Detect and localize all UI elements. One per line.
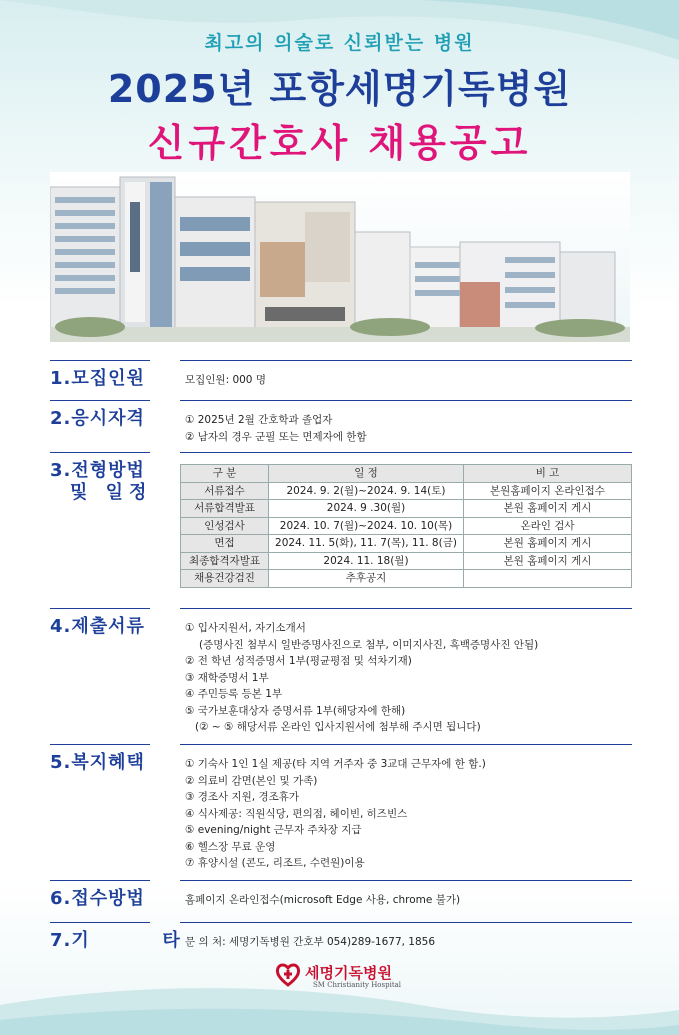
table-cell: 2024. 10. 7(월)~2024. 10. 10(목) <box>269 517 464 535</box>
section-title: 1.모집인원 <box>50 368 145 389</box>
table-cell: 채용건강검진 <box>181 570 269 588</box>
table-row <box>181 570 632 588</box>
section-divider <box>50 744 150 745</box>
section-title: 4.제출서류 <box>50 616 145 637</box>
logo-english-name: SM Christianity Hospital <box>313 981 402 989</box>
list-item: ③ 경조사 지원, 경조휴가 <box>185 791 300 803</box>
documents-list <box>185 620 635 736</box>
section-divider <box>180 880 632 881</box>
section-title: 6.접수방법 <box>50 888 145 909</box>
list-item: ③ 재학증명서 1부 <box>185 671 269 684</box>
poster-title-year-hospital: 2025년 포항세명기독병원 <box>107 67 572 111</box>
table-cell: 서류합격발표 <box>181 500 269 518</box>
list-item: ① 입사지원서, 자기소개서 <box>185 622 306 634</box>
qualification-list <box>185 412 635 445</box>
apply-method-text: 홈페이지 온라인접수(microsoft Edge 사용, chrome 불가) <box>185 894 461 906</box>
schedule-table <box>180 464 632 588</box>
section-title: 2.응시자격 <box>50 408 145 429</box>
section-divider <box>50 400 150 401</box>
list-item: ① 2025년 2월 간호학과 졸업자 <box>185 414 333 426</box>
contact-text: 문 의 처: 세명기독병원 간호부 054)289-1677, 1856 <box>185 936 436 948</box>
table-row <box>181 535 632 553</box>
table-row <box>181 500 632 518</box>
table-cell: 본원 홈페이지 게시 <box>464 552 632 570</box>
section-title-line1: 3.전형방법 <box>50 460 145 481</box>
table-row <box>181 482 632 500</box>
list-item-note: (증명사진 첨부시 일반증명사진으로 첨부, 이미지사진, 흑백증명사진 안됨) <box>199 638 539 651</box>
list-item: ⑤ evening/night 근무자 주차장 지급 <box>185 824 362 836</box>
section-process <box>50 460 632 600</box>
list-item: ⑤ 국가보훈대상자 증명서류 1부(해당자에 한해) <box>185 704 406 717</box>
logo-name: 세명기독병원 <box>305 964 392 982</box>
section-title-line2: 및 일정 <box>70 482 153 503</box>
table-cell: 2024. 11. 18(월) <box>269 552 464 570</box>
section-divider <box>50 922 150 923</box>
table-cell: 본원 홈페이지 게시 <box>464 535 632 553</box>
table-cell: 서류접수 <box>181 482 269 500</box>
schedule-table-wrap <box>180 464 630 588</box>
section-divider <box>180 400 632 401</box>
poster-subtitle: 최고의 의술로 신뢰받는 병원 <box>204 32 475 54</box>
table-cell: 온라인 검사 <box>464 517 632 535</box>
table-cell: 본원홈페이지 온라인접수 <box>464 482 632 500</box>
list-item: ⑥ 헬스장 무료 운영 <box>185 840 276 853</box>
list-item: ④ 식사제공: 직원식당, 편의점, 헤이빈, 히즈빈스 <box>185 807 408 820</box>
section-divider <box>50 880 150 881</box>
section-title <box>50 460 170 504</box>
list-item: ④ 주민등록 등본 1부 <box>185 688 283 700</box>
table-cell: 추후공지 <box>269 570 464 588</box>
list-item: ② 남자의 경우 군필 또는 면제자에 한함 <box>185 430 367 443</box>
table-cell: 인성검사 <box>181 517 269 535</box>
table-cell <box>464 570 632 588</box>
table-cell: 2024. 11. 5(화), 11. 7(목), 11. 8(금) <box>269 535 464 553</box>
table-header-cell: 비 고 <box>464 465 632 483</box>
section-title: 5.복지혜택 <box>50 752 145 773</box>
table-row <box>181 517 632 535</box>
benefits-list <box>185 756 635 872</box>
table-cell: 면접 <box>181 535 269 553</box>
section-divider <box>180 452 632 453</box>
section-divider <box>50 452 150 453</box>
recruit-count-text: 모집인원: 000 명 <box>185 374 266 386</box>
hospital-buildings-photo <box>50 172 630 342</box>
table-cell: 본원 홈페이지 게시 <box>464 500 632 518</box>
poster-title-recruitment: 신규간호사 채용공고 <box>147 121 532 165</box>
section-recruit <box>50 368 632 388</box>
section-divider <box>50 360 150 361</box>
table-row <box>181 552 632 570</box>
list-item: ② 의료비 감면(본인 및 가족) <box>185 774 318 787</box>
section-divider <box>180 360 632 361</box>
list-item: ⑦ 휴양시설 (콘도, 리조트, 수련원)이용 <box>185 857 365 869</box>
list-item: ② 전 학년 성적증명서 1부(평균평점 및 석차기재) <box>185 655 412 667</box>
table-cell: 최종합격자발표 <box>181 552 269 570</box>
section-divider <box>180 744 632 745</box>
table-header-row <box>181 465 632 483</box>
section-title: 7.기 타 <box>50 930 181 951</box>
section-divider <box>180 922 632 923</box>
section-documents <box>50 616 632 736</box>
list-item: ① 기숙사 1인 1실 제공(타 지역 거주자 중 3교대 근무자에 한 함.) <box>185 758 486 770</box>
section-divider <box>180 608 632 609</box>
decorative-bottom-wave <box>0 925 679 1035</box>
section-qualification <box>50 408 632 444</box>
section-divider <box>50 608 150 609</box>
table-header-cell: 일 정 <box>269 465 464 483</box>
list-item-note: (② ~ ⑤ 해당서류 온라인 입사지원서에 첨부해 주시면 됩니다) <box>195 721 481 733</box>
section-benefits <box>50 752 632 872</box>
table-header-cell: 구 분 <box>181 465 269 483</box>
section-apply <box>50 888 632 908</box>
table-cell: 2024. 9 .30(월) <box>269 500 464 518</box>
table-cell: 2024. 9. 2(월)~2024. 9. 14(토) <box>269 482 464 500</box>
